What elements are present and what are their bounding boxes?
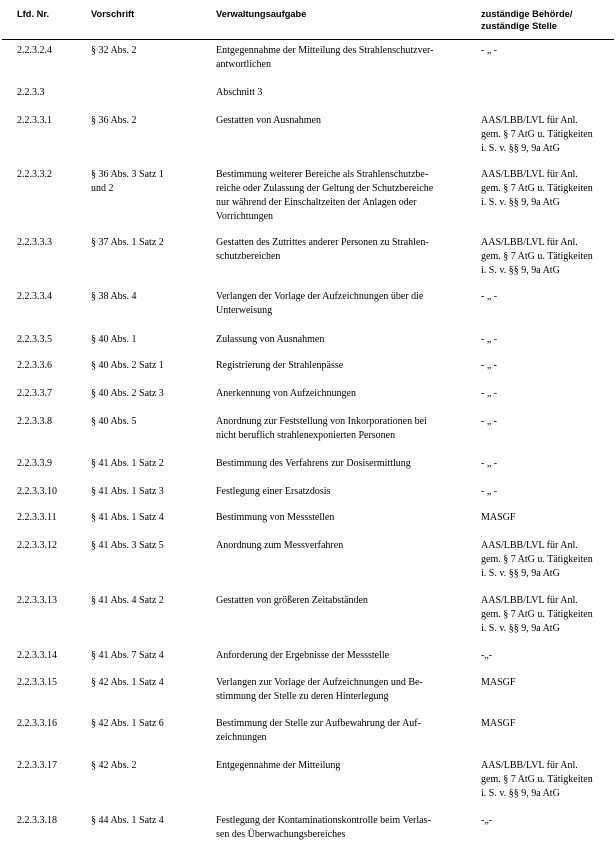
header-verwaltungsaufgabe: Verwaltungsaufgabe: [216, 9, 307, 19]
cell-verwaltungsaufgabe: Anerkennung von Aufzeichnungen: [216, 388, 356, 399]
cell-verwaltungsaufgabe: Zulassung von Ausnahmen: [216, 334, 325, 345]
cell-lfd-nr: 2.2.3.3.4: [17, 291, 52, 302]
cell-verwaltungsaufgabe: Verlangen zur Vorlage der Aufzeichnungen und Be- stimmung der Stelle zu deren Hinterlegung: [216, 677, 423, 702]
cell-behoerde: AAS/LBB/LVL für Anl. gem. § 7 AtG u. Tätigkeiten i. S. v. §§ 9, 9a AtG: [481, 237, 593, 276]
cell-lfd-nr: 2.2.3.3.7: [17, 388, 52, 399]
cell-verwaltungsaufgabe: Festlegung einer Ersatzdosis: [216, 486, 331, 497]
cell-behoerde: AAS/LBB/LVL für Anl. gem. § 7 AtG u. Tätigkeiten i. S. v. §§ 9, 9a AtG: [481, 760, 593, 799]
cell-lfd-nr: 2.2.3.2.4: [17, 45, 52, 56]
cell-lfd-nr: 2.2.3.3.18: [17, 815, 57, 826]
cell-behoerde: MASGF: [481, 512, 516, 523]
cell-verwaltungsaufgabe: Gestatten von Ausnahmen: [216, 115, 321, 126]
cell-behoerde: - „ -: [481, 334, 498, 345]
cell-behoerde: AAS/LBB/LVL für Anl. gem. § 7 AtG u. Tätigkeiten i. S. v. §§ 9, 9a AtG: [481, 115, 593, 154]
cell-verwaltungsaufgabe: Entgegennahme der Mitteilung des Strahlenschutzver- antwortlichen: [216, 45, 434, 70]
cell-vorschrift: § 41 Abs. 1 Satz 4: [91, 512, 164, 523]
cell-lfd-nr: 2.2.3.3.1: [17, 115, 52, 126]
cell-vorschrift: § 36 Abs. 3 Satz 1 und 2: [91, 169, 164, 194]
cell-behoerde: - „ -: [481, 416, 498, 427]
cell-behoerde: MASGF: [481, 718, 516, 729]
header-lfd-nr: Lfd. Nr.: [17, 9, 50, 19]
cell-vorschrift: § 41 Abs. 1 Satz 2: [91, 458, 164, 469]
cell-lfd-nr: 2.2.3.3.11: [17, 512, 57, 523]
cell-vorschrift: § 40 Abs. 5: [91, 416, 137, 427]
cell-verwaltungsaufgabe: Bestimmung der Stelle zur Aufbewahrung der Auf- zeichnungen: [216, 718, 421, 743]
cell-verwaltungsaufgabe: Abschnitt 3: [216, 87, 263, 98]
cell-vorschrift: § 42 Abs. 1 Satz 4: [91, 677, 164, 688]
cell-lfd-nr: 2.2.3.3.14: [17, 650, 57, 661]
cell-vorschrift: § 42 Abs. 1 Satz 6: [91, 718, 164, 729]
cell-behoerde: - „ -: [481, 291, 498, 302]
cell-lfd-nr: 2.2.3.3.16: [17, 718, 57, 729]
cell-behoerde: -„-: [481, 815, 493, 826]
cell-vorschrift: § 41 Abs. 7 Satz 4: [91, 650, 164, 661]
cell-lfd-nr: 2.2.3.3.17: [17, 760, 57, 771]
cell-lfd-nr: 2.2.3.3.8: [17, 416, 52, 427]
cell-verwaltungsaufgabe: Bestimmung von Messstellen: [216, 512, 335, 523]
cell-verwaltungsaufgabe: Anordnung zum Messverfahren: [216, 540, 344, 551]
cell-verwaltungsaufgabe: Anforderung der Ergebnisse der Messstelle: [216, 650, 390, 661]
cell-vorschrift: § 41 Abs. 1 Satz 3: [91, 486, 164, 497]
cell-lfd-nr: 2.2.3.3: [17, 87, 45, 98]
cell-verwaltungsaufgabe: Registrierung der Strahlenpässe: [216, 360, 344, 371]
cell-behoerde: -„-: [481, 650, 493, 661]
cell-vorschrift: § 41 Abs. 4 Satz 2: [91, 595, 164, 606]
cell-vorschrift: § 32 Abs. 2: [91, 45, 137, 56]
cell-lfd-nr: 2.2.3.3.2: [17, 169, 52, 180]
cell-behoerde: AAS/LBB/LVL für Anl. gem. § 7 AtG u. Tätigkeiten i. S. v. §§ 9, 9a AtG: [481, 540, 593, 579]
cell-lfd-nr: 2.2.3.3.9: [17, 458, 52, 469]
cell-vorschrift: § 40 Abs. 2 Satz 3: [91, 388, 164, 399]
cell-verwaltungsaufgabe: Verlangen der Vorlage der Aufzeichnungen über die Unterweisung: [216, 291, 424, 316]
table-header: [0, 0, 616, 39]
cell-verwaltungsaufgabe: Entgegennahme der Mitteilung: [216, 760, 341, 771]
cell-verwaltungsaufgabe: Bestimmung des Verfahrens zur Dosisermittlung: [216, 458, 411, 469]
header-behoerde: zuständige Behörde/ zuständige Stelle: [481, 9, 573, 31]
cell-lfd-nr: 2.2.3.3.13: [17, 595, 57, 606]
cell-verwaltungsaufgabe: Gestatten von größeren Zeitabständen: [216, 595, 368, 606]
cell-behoerde: MASGF: [481, 677, 516, 688]
cell-lfd-nr: 2.2.3.3.3: [17, 237, 52, 248]
cell-behoerde: AAS/LBB/LVL für Anl. gem. § 7 AtG u. Tätigkeiten i. S. v. §§ 9, 9a AtG: [481, 595, 593, 634]
cell-lfd-nr: 2.2.3.3.12: [17, 540, 57, 551]
cell-vorschrift: § 36 Abs. 2: [91, 115, 137, 126]
cell-vorschrift: § 42 Abs. 2: [91, 760, 137, 771]
cell-behoerde: AAS/LBB/LVL für Anl. gem. § 7 AtG u. Tätigkeiten i. S. v. §§ 9, 9a AtG: [481, 169, 593, 208]
header-rule: [2, 39, 614, 40]
cell-lfd-nr: 2.2.3.3.15: [17, 677, 57, 688]
cell-vorschrift: § 44 Abs. 1 Satz 4: [91, 815, 164, 826]
cell-lfd-nr: 2.2.3.3.10: [17, 486, 57, 497]
cell-verwaltungsaufgabe: Bestimmung weiterer Bereiche als Strahlenschutzbe- reiche oder Zulassung der Geltung der Schutzbereiche nur während der Einschaltzeiten der Anlagen oder Vorrichtungen: [216, 169, 434, 222]
cell-vorschrift: § 38 Abs. 4: [91, 291, 137, 302]
cell-lfd-nr: 2.2.3.3.6: [17, 360, 52, 371]
cell-verwaltungsaufgabe: Festlegung der Kontaminationskontrolle beim Verlas- sen des Überwachungsbereiches: [216, 815, 431, 840]
cell-behoerde: - „ -: [481, 388, 498, 399]
header-vorschrift: Vorschrift: [91, 9, 135, 19]
cell-vorschrift: § 40 Abs. 1: [91, 334, 137, 345]
cell-vorschrift: § 37 Abs. 1 Satz 2: [91, 237, 164, 248]
cell-behoerde: - „ -: [481, 360, 498, 371]
cell-lfd-nr: 2.2.3.3.5: [17, 334, 52, 345]
cell-vorschrift: § 40 Abs. 2 Satz 1: [91, 360, 164, 371]
cell-behoerde: - „ -: [481, 458, 498, 469]
cell-behoerde: - „ -: [481, 486, 498, 497]
cell-vorschrift: § 41 Abs. 3 Satz 5: [91, 540, 164, 551]
cell-behoerde: - „ -: [481, 45, 498, 56]
cell-verwaltungsaufgabe: Anordnung zur Feststellung von Inkorporationen bei nicht beruflich strahlenexponierten Personen: [216, 416, 427, 441]
cell-verwaltungsaufgabe: Gestatten des Zutrittes anderer Personen zu Strahlen- schutzbereichen: [216, 237, 429, 262]
